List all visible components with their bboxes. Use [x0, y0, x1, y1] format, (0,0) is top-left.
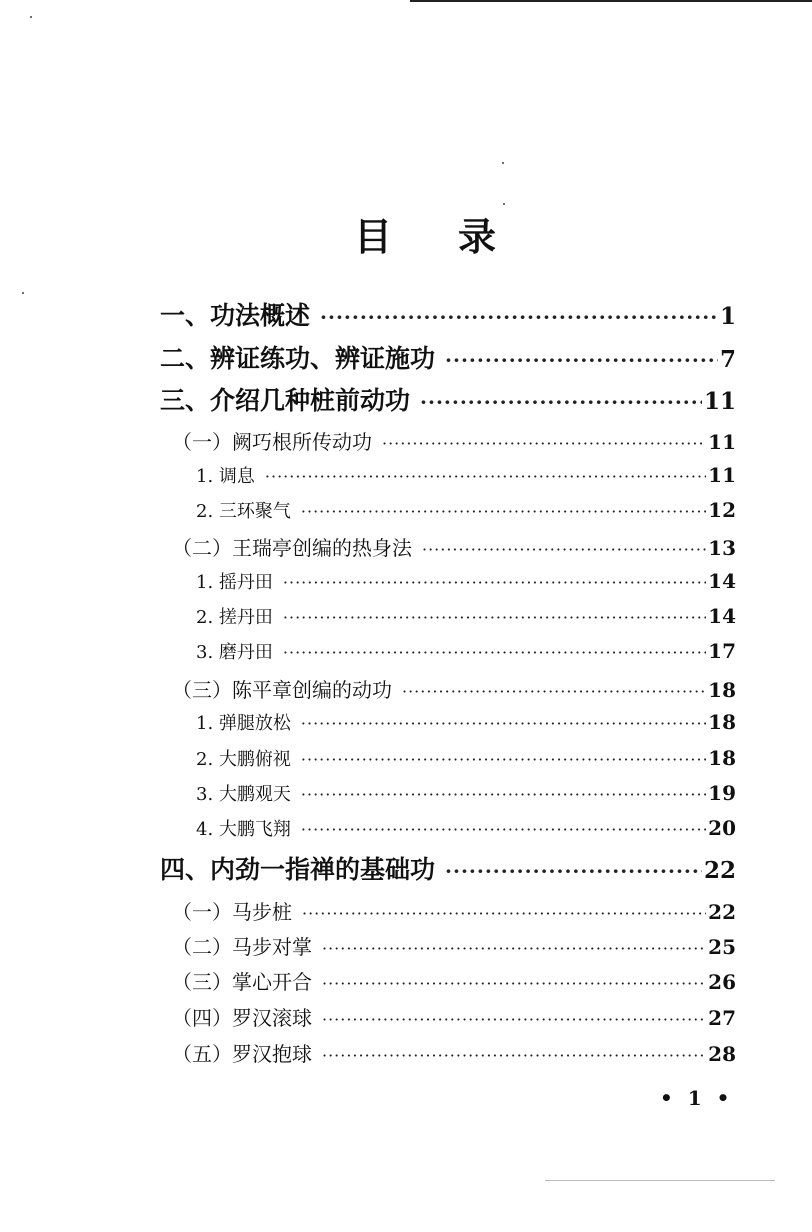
toc-entry	[172, 426, 736, 455]
page-title	[0, 212, 812, 262]
toc-entry-page: 27	[708, 1006, 736, 1030]
toc-entry-page: 18	[708, 710, 736, 734]
toc-leader-dots	[420, 390, 702, 414]
toc-entry-label: （三）掌心开合	[172, 970, 312, 994]
speck	[503, 203, 505, 205]
toc-entry-page: 20	[708, 816, 736, 840]
toc-entry	[172, 532, 736, 561]
toc-entry	[172, 931, 736, 960]
bottom-rule	[545, 1180, 775, 1181]
toc-entry-label: 2. 三环聚气	[196, 501, 291, 522]
toc-entry-page: 22	[708, 900, 736, 924]
toc-entry	[196, 745, 736, 771]
toc-entry-page: 11	[708, 430, 736, 454]
title-char-1: 目	[354, 214, 393, 259]
toc-entry-page: 14	[708, 604, 736, 628]
toc-entry-page: 18	[708, 678, 736, 702]
toc-entry	[160, 339, 736, 375]
toc-entry-page: 14	[708, 569, 736, 593]
toc-entry-label: 二、辨证练功、辨证施功	[160, 344, 436, 373]
toc-leader-dots	[265, 467, 706, 486]
toc-leader-dots	[322, 974, 706, 993]
toc-entry-page: 25	[708, 935, 736, 959]
toc-entry-page: 11	[703, 388, 736, 415]
toc-entry-label: （四）罗汉滚球	[172, 1006, 312, 1030]
toc-entry	[196, 780, 736, 806]
toc-entry-label: 2. 搓丹田	[196, 607, 273, 628]
toc-entry-label: （一）阙巧根所传动功	[172, 430, 372, 454]
toc-entry-label: 1. 弹腿放松	[196, 713, 291, 734]
toc-entry	[196, 638, 736, 664]
toc-entry-page: 11	[708, 463, 736, 487]
toc-entry	[196, 603, 736, 629]
toc-entry-page: 26	[708, 970, 736, 994]
toc-entry	[196, 815, 736, 841]
toc-leader-dots	[301, 750, 706, 769]
toc-entry-label: 4. 大鹏飞翔	[196, 819, 291, 840]
toc-entry-label: 1. 调息	[196, 466, 255, 487]
toc-entry-label: （五）罗汉抱球	[172, 1042, 312, 1066]
toc-entry	[172, 1002, 736, 1031]
toc-leader-dots	[445, 859, 702, 883]
title-char-2: 录	[458, 214, 497, 259]
top-rule	[410, 0, 812, 2]
toc-leader-dots	[322, 1010, 706, 1029]
toc-entry-page: 13	[708, 536, 736, 560]
toc-entry-label: 一、功法概述	[160, 301, 311, 330]
toc-leader-dots	[322, 939, 706, 958]
toc-leader-dots	[301, 502, 706, 521]
toc-entry-page: 18	[708, 746, 736, 770]
page-number: • 1 •	[660, 1086, 734, 1110]
toc-leader-dots	[320, 305, 718, 329]
speck	[22, 292, 24, 294]
speck	[502, 162, 504, 164]
toc-leader-dots	[301, 785, 706, 804]
toc-leader-dots	[302, 904, 706, 923]
toc-entry	[172, 1038, 736, 1067]
toc-leader-dots	[283, 643, 706, 662]
toc-entry-page: 19	[708, 781, 736, 805]
toc-entry	[160, 381, 736, 417]
toc-leader-dots	[445, 348, 718, 372]
toc-leader-dots	[301, 820, 706, 839]
toc-entry	[172, 674, 736, 703]
toc-leader-dots	[402, 682, 706, 701]
toc-entry	[160, 296, 736, 332]
toc-entry-page: 1	[719, 303, 736, 330]
toc-leader-dots	[301, 714, 706, 733]
toc-leader-dots	[283, 573, 706, 592]
toc-entry	[172, 896, 736, 925]
toc-entry-page: 12	[708, 498, 736, 522]
speck	[30, 16, 32, 18]
toc-entry-page: 7	[719, 346, 736, 373]
toc-entry-label: 四、内劲一指禅的基础功	[160, 855, 436, 884]
toc-entry	[196, 462, 736, 488]
toc-leader-dots	[382, 434, 706, 453]
toc-leader-dots	[322, 1046, 706, 1065]
toc-leader-dots	[283, 608, 706, 627]
toc-entry-page: 22	[703, 857, 736, 884]
toc-entry-label: 三、介绍几种桩前动功	[160, 386, 411, 415]
toc-entry-label: （二）马步对掌	[172, 935, 312, 959]
toc-entry-label: 3. 磨丹田	[196, 642, 273, 663]
toc-entry-label: 2. 大鹏俯视	[196, 749, 291, 770]
toc-entry	[172, 966, 736, 995]
toc-entry-page: 28	[708, 1042, 736, 1066]
toc-entry-label: （一）马步桩	[172, 900, 292, 924]
toc-entry	[160, 850, 736, 886]
toc-entry-label: （二）王瑞亭创编的热身法	[172, 536, 412, 560]
toc-entry	[196, 497, 736, 523]
toc-entry	[196, 568, 736, 594]
toc-entry	[196, 709, 736, 735]
toc-entry-page: 17	[708, 639, 736, 663]
toc-entry-label: 1. 摇丹田	[196, 572, 273, 593]
toc-entry-label: （三）陈平章创编的动功	[172, 678, 392, 702]
toc-leader-dots	[422, 540, 706, 559]
toc-entry-label: 3. 大鹏观天	[196, 784, 291, 805]
